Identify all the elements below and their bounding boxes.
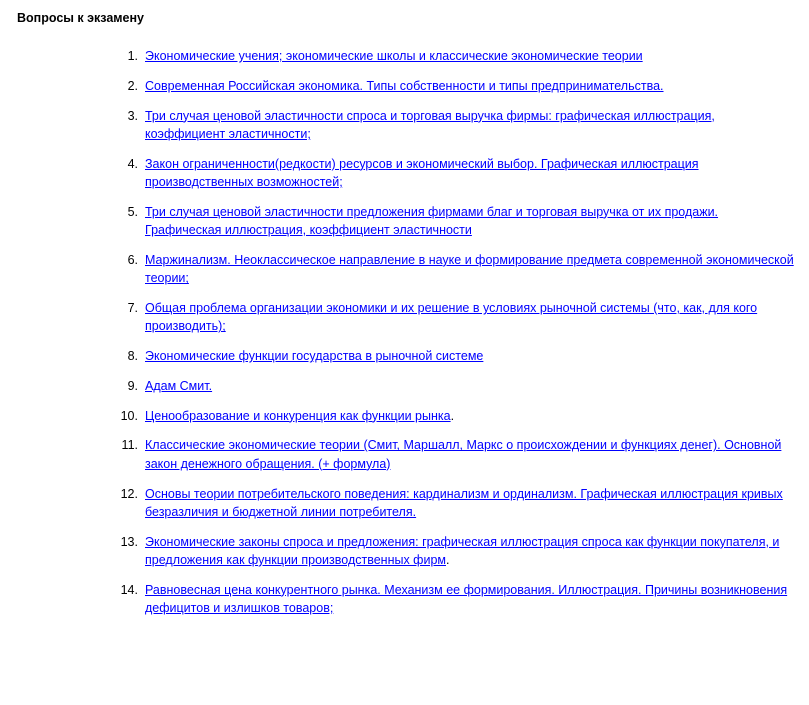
question-link[interactable]: Адам Смит. xyxy=(145,378,213,393)
question-link[interactable]: Равновесная цена конкурентного рынка. Механизм ее формирования. Иллюстрация. Причины возникновения дефицитов и излишков товаров; xyxy=(145,582,788,616)
question-link[interactable]: Три случая ценовой эластичности спроса и торговая выручка фирмы: графическая иллюстрация, коэффициент эластичности; xyxy=(145,108,715,141)
list-item xyxy=(0,107,809,144)
list-item xyxy=(0,77,809,95)
question-link[interactable]: Экономические учения; экономические школы и классические экономические теории xyxy=(145,49,643,63)
list-item xyxy=(0,155,809,192)
item-number: 3. xyxy=(127,108,138,123)
item-tail: . xyxy=(450,408,455,423)
questions-list xyxy=(0,47,809,629)
item-number: 10. xyxy=(120,408,138,423)
item-number: 5. xyxy=(127,204,138,219)
item-number: 8. xyxy=(127,349,138,364)
question-link[interactable]: Современная Российская экономика. Типы собственности и типы предпринимательства. xyxy=(145,78,664,93)
question-link[interactable]: Маржинализм. Неоклассическое направление в науке и формирование предмета современной экономической теории; xyxy=(145,252,794,286)
list-item xyxy=(0,251,809,288)
item-number: 7. xyxy=(127,300,138,315)
list-item xyxy=(0,377,809,395)
question-link[interactable]: Ценообразование и конкуренция как функции рынка xyxy=(145,408,451,423)
list-item xyxy=(0,299,809,336)
list-item xyxy=(0,485,809,522)
list-item xyxy=(0,581,809,618)
item-number: 6. xyxy=(127,252,138,267)
item-number: 12. xyxy=(120,486,138,501)
item-number: 14. xyxy=(120,582,138,597)
item-number: 9. xyxy=(127,378,138,393)
item-tail: . xyxy=(446,552,450,567)
question-link[interactable]: Экономические функции государства в рыночной системе xyxy=(145,349,484,364)
item-number: 4. xyxy=(127,156,138,171)
item-number: 2. xyxy=(127,78,138,93)
list-item xyxy=(0,436,809,473)
list-item xyxy=(0,347,809,365)
list-item xyxy=(0,203,809,240)
question-link[interactable]: Закон ограниченности(редкости) ресурсов и экономический выбор. Графическая иллюстрация производственных возможностей; xyxy=(145,156,699,189)
list-item xyxy=(0,533,809,570)
question-link[interactable]: Основы теории потребительского поведения: кардинализм и ординализм. Графическая иллюстрация кривых безразличия и бюджетной линии потребителя. xyxy=(145,486,783,519)
list-item xyxy=(0,47,809,65)
question-link[interactable]: Три случая ценовой эластичности предложения фирмами благ и торговая выручка от их продажи. Графическая иллюстрация, коэффициент эластичности xyxy=(145,204,719,238)
item-number: 1. xyxy=(127,49,138,63)
question-link[interactable]: Классические экономические теории (Смит, Маршалл, Маркс о происхождении и функциях денег). Основной закон денежного обращения. (+ формула) xyxy=(145,438,782,471)
question-link[interactable]: Экономические законы спроса и предложения: графическая иллюстрация спроса как функции покупателя, и предложения как функции производственных фирм xyxy=(145,534,780,567)
page-title: Вопросы к экзамену xyxy=(17,11,145,25)
question-link[interactable]: Общая проблема организации экономики и их решение в условиях рыночной системы (что, как, для кого производить); xyxy=(145,300,758,334)
list-item xyxy=(0,407,809,425)
item-number: 11. xyxy=(121,438,138,453)
item-number: 13. xyxy=(120,534,138,549)
